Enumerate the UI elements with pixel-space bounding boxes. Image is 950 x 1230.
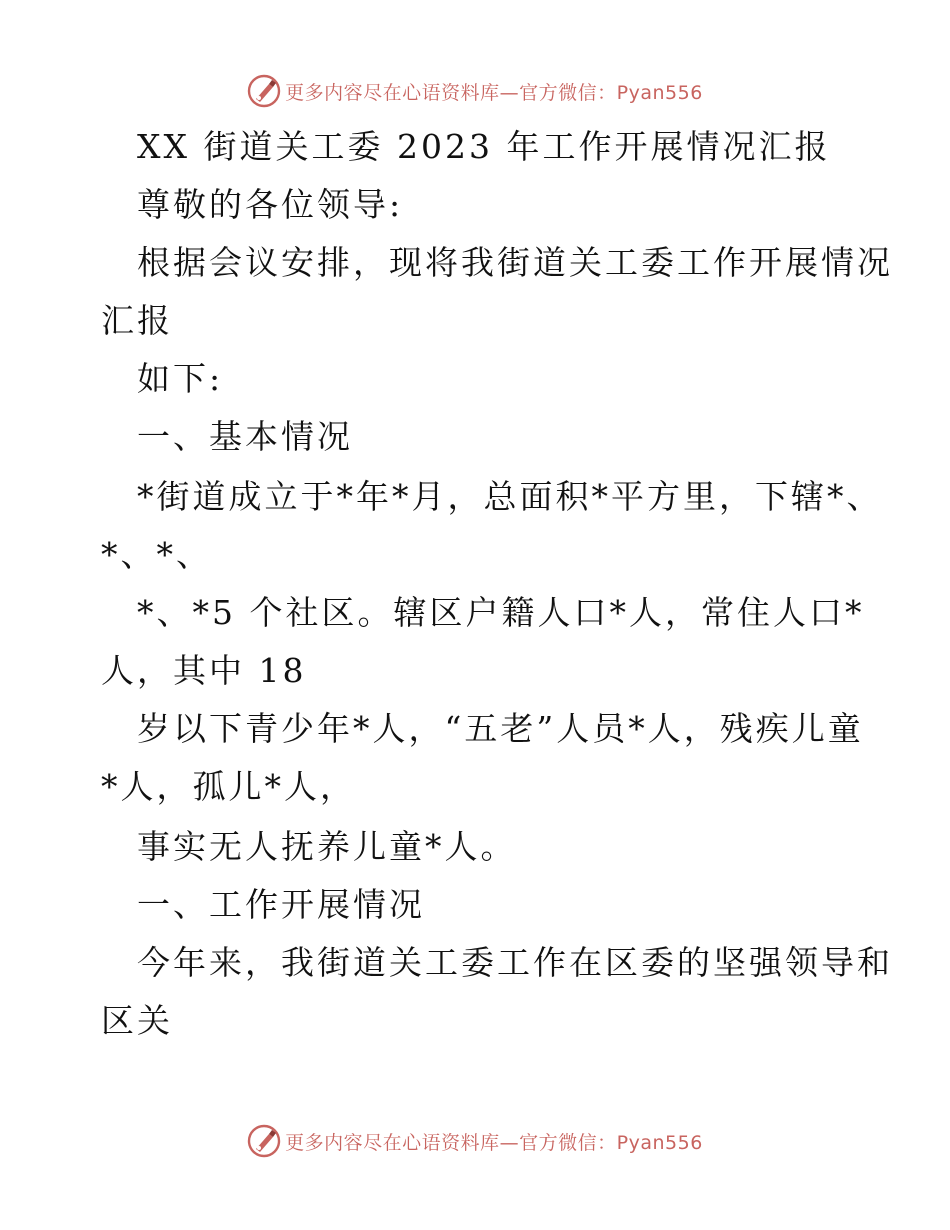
paragraph-line: 汇报 — [101, 301, 173, 340]
watermark-text: 更多内容尽在心语资料库—官方微信：Pyan556 — [285, 81, 703, 104]
footer-watermark — [0, 1121, 950, 1161]
section-heading: 一、基本情况 — [137, 417, 353, 456]
paragraph-line: 事实无人抚养儿童*人。 — [137, 827, 517, 866]
paragraph-line: *街道成立于*年*月，总面积*平方里，下辖*、 — [137, 477, 883, 516]
paragraph-line: *人，孤儿*人， — [101, 767, 356, 806]
paragraph-line: 如下: — [137, 359, 224, 398]
watermark-text: 更多内容尽在心语资料库—官方微信：Pyan556 — [285, 1131, 703, 1154]
paragraph-line: 区关 — [101, 1001, 173, 1040]
paragraph-line: 岁以下青少年*人，“五老”人员*人，残疾儿童 — [137, 709, 864, 748]
pen-seal-icon — [247, 1124, 281, 1158]
paragraph-line: 人，其中 18 — [101, 651, 307, 690]
section-heading: 一、工作开展情况 — [137, 885, 425, 924]
paragraph-line: *、*、 — [101, 535, 212, 574]
salutation: 尊敬的各位领导: — [137, 185, 404, 224]
paragraph-line: *、*5 个社区。辖区户籍人口*人，常住人口* — [137, 593, 865, 632]
paragraph-line: 今年来，我街道关工委工作在区委的坚强领导和 — [137, 943, 893, 982]
paragraph-line: 根据会议安排，现将我街道关工委工作开展情况 — [137, 243, 893, 282]
document-title: XX 街道关工委 2023 年工作开展情况汇报 — [137, 127, 831, 166]
